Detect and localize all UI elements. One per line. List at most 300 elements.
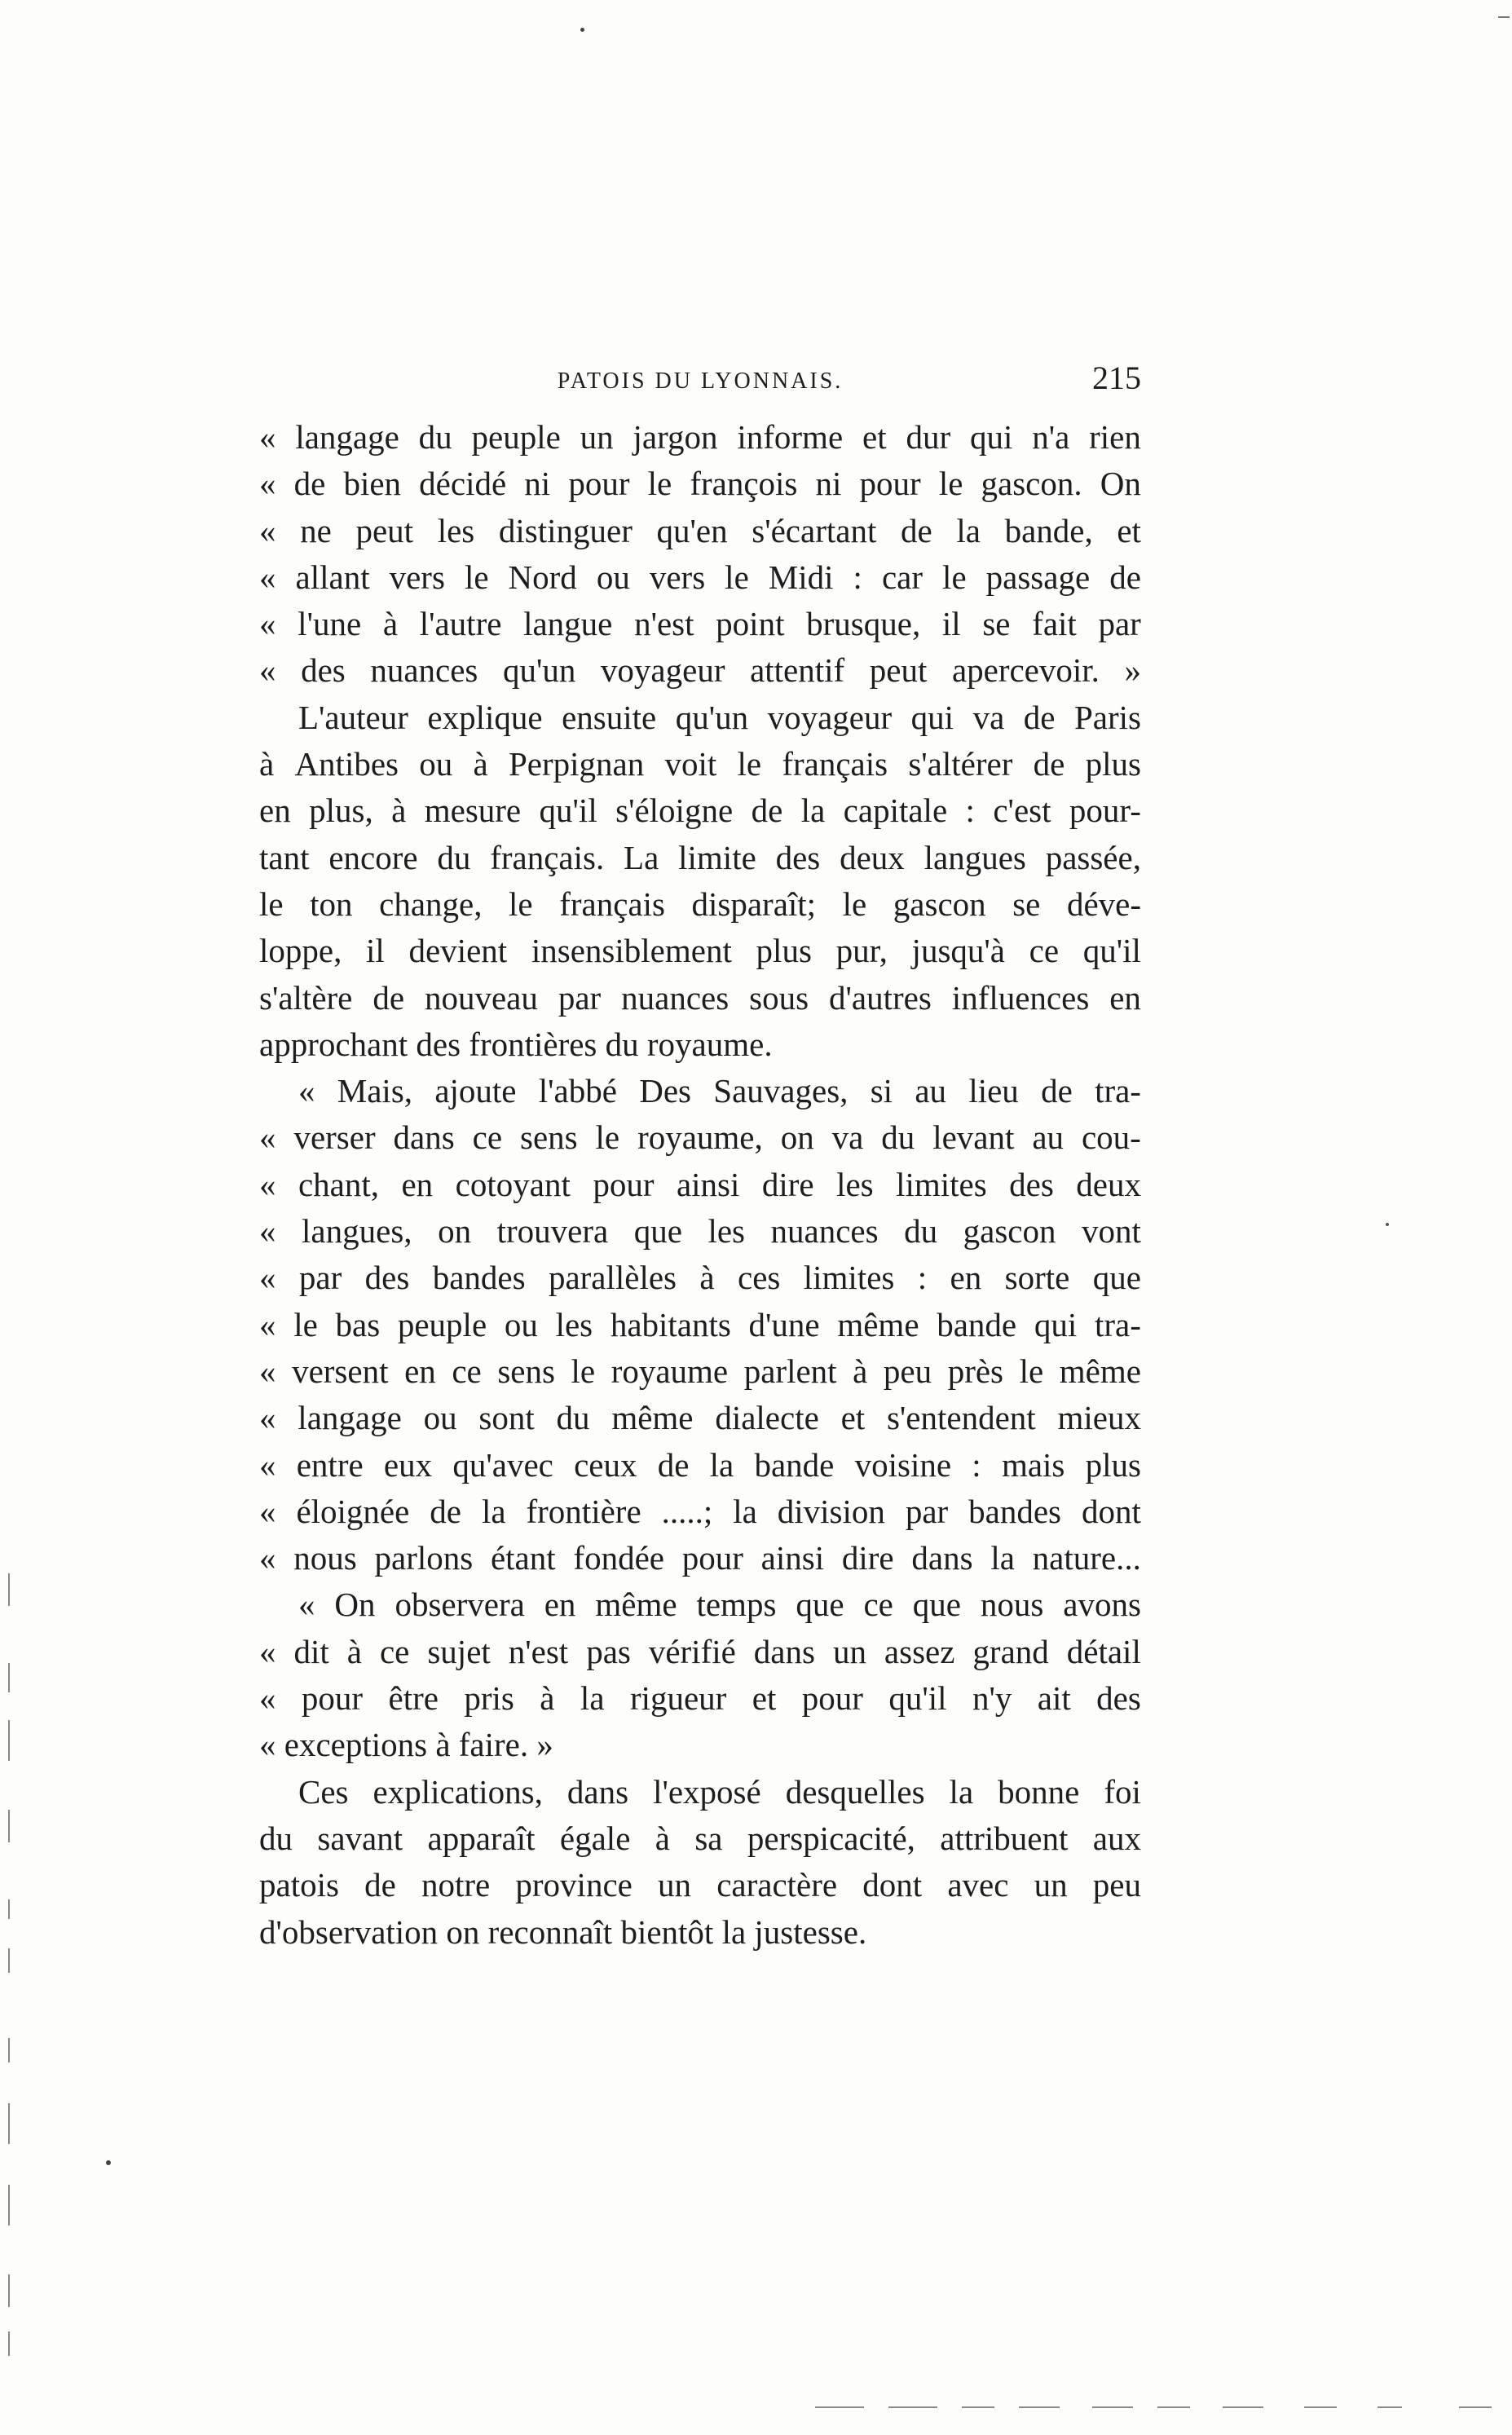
word: « [259,1445,276,1484]
word: la [949,1772,974,1811]
word: qu'il [888,1679,947,1718]
word: ce [452,1352,482,1390]
word: nuances [770,1212,879,1251]
word: Paris [1073,698,1141,736]
word: en [950,1259,982,1297]
word: être [388,1679,439,1718]
word: nuances [621,978,730,1017]
text-line [259,1395,1141,1441]
word: un [658,1866,692,1904]
word: encore [328,838,418,876]
word: à [699,1259,715,1297]
word: des [1009,1165,1054,1203]
word: du [556,1399,590,1437]
word: s'écartant [752,511,877,549]
word: on [780,1118,814,1157]
word: que [912,1586,961,1624]
word: qu'il [1082,932,1141,970]
word: plus [1085,745,1141,783]
word: le [942,558,967,596]
word: qu'un [675,698,749,736]
word: le [725,558,749,596]
text-line [259,1302,1141,1348]
word: va [972,698,1005,736]
text-line [259,1068,1141,1114]
word: français [559,884,665,923]
word: jusqu'à [911,932,1005,970]
word: ce [379,1632,410,1670]
word: deux [840,838,905,876]
word: voyageur [600,651,725,690]
text-line [259,1162,1141,1208]
word: ni [524,465,551,503]
word: « [259,418,276,456]
word: bonne [998,1772,1080,1811]
word: dit [293,1632,329,1670]
word: par [298,1259,342,1297]
word: « [298,1072,315,1110]
word: chant, [298,1165,380,1203]
word: apercevoir. [951,651,1100,690]
word: le [1019,1352,1044,1390]
word: la [800,792,826,830]
text-line [259,1862,1141,1908]
word: de [364,1866,396,1904]
word: Midi [768,558,834,596]
word: en [1109,978,1141,1017]
word: à [346,1632,362,1670]
word: la [990,1539,1015,1577]
text-line [259,1581,1141,1628]
word: bas [335,1305,381,1343]
word: voisine [854,1445,952,1484]
word: un [580,418,614,456]
word: on [438,1212,472,1251]
word: près [947,1352,1004,1390]
word: foi [1104,1772,1141,1811]
word: qu'il [539,792,597,830]
word: à [540,1679,555,1718]
text-line [259,787,1141,834]
word: langues, [302,1212,412,1251]
word: distinguer [498,511,633,549]
word: parallèles [548,1259,677,1297]
word: il [941,605,961,643]
word: et [840,1399,866,1437]
word: n'a [1032,418,1070,456]
body-text [259,414,1141,1956]
word: perspicacité, [747,1819,915,1857]
word: royaume [611,1352,729,1390]
text-line [259,741,1141,787]
word: levant [932,1118,1015,1157]
word: « [259,1492,276,1530]
word: langues [924,838,1026,876]
word: français [782,745,888,783]
word: avons [1063,1586,1141,1624]
word: nous [293,1539,357,1577]
word: à [382,605,399,643]
word: On [1100,465,1141,503]
word: royaume, [637,1118,763,1157]
word: cotoyant [455,1165,571,1203]
word: « [259,1305,276,1343]
word: « [259,558,276,596]
page-number: 215 [1092,360,1141,396]
word: d'une [748,1305,820,1343]
text-line [259,695,1141,741]
word: point [716,605,785,643]
word: dire [841,1539,894,1577]
word: il [366,932,385,970]
word: sujet [427,1632,491,1670]
word: limites [896,1165,987,1203]
word: même [611,1399,694,1437]
word: le [293,1305,318,1343]
word: vérifié [648,1632,736,1670]
word: langage [295,418,399,456]
word: n'y [972,1679,1012,1718]
word: de [751,792,783,830]
word: .....; [661,1492,713,1530]
word: de [293,465,326,503]
word: ne [300,511,332,549]
word: explique [427,698,543,736]
word: à [259,745,275,783]
word: des [364,1259,410,1297]
word: le [737,745,762,783]
text-line [259,1535,1141,1581]
word: le [938,465,963,503]
word: « [259,1259,276,1297]
word: de [657,1445,690,1484]
text-line [259,1815,1141,1862]
word: Ces [298,1772,349,1811]
word: gascon [963,1212,1056,1251]
word: fait [1032,605,1077,643]
word: se [1012,884,1041,923]
word: plus, [309,792,373,830]
word: trouvera [496,1212,609,1251]
word: « [259,1632,276,1670]
word: allant [295,558,370,596]
word: ajoute [434,1072,517,1110]
word: l'autre [419,605,502,643]
word: que [796,1586,844,1624]
word: éloignée [296,1492,410,1530]
word: « [259,1165,276,1203]
word: « [259,1352,276,1390]
word: françois [690,465,798,503]
word: déve- [1066,884,1141,923]
word: les [437,511,475,549]
word: se [982,605,1011,643]
word: ton [310,884,353,923]
word: détail [1066,1632,1141,1670]
word: des [301,651,346,690]
running-head: PATOIS DU LYONNAIS. [557,368,844,394]
word: dur [906,418,951,456]
word: s'éloigne [615,792,734,830]
word: explications, [372,1772,543,1811]
word: pur, [835,932,888,970]
word: fondée [573,1539,664,1577]
word: tra- [1095,1072,1141,1110]
word: de [1109,558,1141,596]
word: par [1098,605,1141,643]
word: passée, [1045,838,1141,876]
word: dans [393,1118,455,1157]
word: la [580,1679,605,1718]
word: Nord [508,558,577,596]
word: Mais, [337,1072,413,1110]
word: informe [737,418,844,456]
word: pour- [1069,792,1141,830]
word: si [870,1072,893,1110]
word: qu'un [502,651,576,690]
text-line [259,1909,1141,1956]
word: ces [738,1259,781,1297]
word: mais [1001,1445,1065,1484]
text-line [259,1769,1141,1815]
word: habitants [610,1305,731,1343]
word: pour [801,1679,863,1718]
word: le [647,465,672,503]
word: même [595,1586,677,1624]
text-line-content: approchant des frontières du royaume. [259,1025,773,1063]
word: vers [649,558,706,596]
word: français. [490,838,605,876]
word: nature... [1032,1539,1141,1577]
word: peuple [397,1305,487,1343]
word: et [752,1679,777,1718]
word: pour [681,1539,743,1577]
page-header [259,359,1141,408]
word: même [837,1305,919,1343]
word: langage [298,1399,402,1437]
word: « [259,511,276,549]
word: s'entendent [886,1399,1036,1437]
text-line [259,1255,1141,1301]
word: loppe, [259,932,342,970]
word: le [464,558,489,596]
word: qui [1034,1305,1078,1343]
word: nous [980,1586,1044,1624]
word: par [558,978,602,1017]
word: à [473,745,488,783]
word: rien [1089,418,1141,456]
word: vers [389,558,445,596]
word: notre [421,1866,491,1904]
word: Antibes [294,745,399,783]
word: des [1096,1679,1141,1718]
word: « [259,1399,276,1437]
word: : [853,558,862,596]
word: des [775,838,821,876]
word: L'auteur [298,698,408,736]
word: frontière [526,1492,641,1530]
word: » [1124,651,1141,690]
word: la [481,1492,506,1530]
word: de [1041,1072,1073,1110]
word: ceux [574,1445,637,1484]
word: aux [1092,1819,1141,1857]
word: plus [1085,1445,1141,1484]
word: bande, [1004,511,1093,549]
word: devient [408,932,508,970]
word: pour [859,465,921,503]
text-line [259,1208,1141,1255]
word: La [624,838,659,876]
word: en [259,792,291,830]
word: On [334,1586,376,1624]
word: dont [862,1866,923,1904]
word: en [401,1165,434,1203]
word: du [437,838,471,876]
word: bien [343,465,402,503]
word: nouveau [424,978,538,1017]
text-line [259,881,1141,928]
word: tant [259,838,310,876]
word: les [836,1165,874,1203]
word: sont [478,1399,535,1437]
word: du [259,1819,293,1857]
word: par [905,1492,949,1530]
word: qu'avec [452,1445,553,1484]
word: voit [664,745,717,783]
word: ce [1029,932,1060,970]
text-line [259,1348,1141,1395]
word: change, [379,884,483,923]
text-line [259,508,1141,554]
word: peut [355,511,414,549]
word: sous [749,978,809,1017]
word: influences [951,978,1090,1017]
word: pour [301,1679,364,1718]
text-line [259,601,1141,647]
text-line [259,554,1141,601]
word: temps [696,1586,777,1624]
word: limite [678,838,756,876]
word: le [571,1352,596,1390]
word: bandes [432,1259,526,1297]
word: sorte [1004,1259,1070,1297]
word: du [418,418,452,456]
word: c'est [993,792,1051,830]
word: à [853,1352,868,1390]
word: d'autres [829,978,932,1017]
word: ou [419,745,453,783]
word: le [509,884,533,923]
text-line [259,1675,1141,1722]
word: à [655,1819,670,1857]
word: versent [292,1352,389,1390]
word: dialecte [715,1399,819,1437]
word: cou- [1081,1118,1141,1157]
word: sens [519,1118,578,1157]
word: s'altère [259,978,353,1017]
word: dire [761,1165,814,1203]
word: qui [969,418,1013,456]
word: que [1092,1259,1141,1297]
word: entre [296,1445,364,1484]
word: desquelles [785,1772,925,1811]
word: ou [504,1305,538,1343]
word: « [259,465,276,503]
word: l'exposé [653,1772,761,1811]
word: Perpignan [508,745,645,783]
word: parlent [743,1352,837,1390]
word: un [832,1632,866,1670]
word: observera [395,1586,525,1624]
word: et [1117,511,1141,549]
word: eux [383,1445,433,1484]
word: pris [464,1679,514,1718]
word: pour [593,1165,655,1203]
word: bandes [968,1492,1062,1530]
text-line [259,975,1141,1021]
word: pour [568,465,630,503]
text-line [259,928,1141,974]
word: grand [972,1632,1049,1670]
word: sa [694,1819,723,1857]
word: un [1034,1866,1068,1904]
word: car [881,558,924,596]
text-line [259,461,1141,507]
word: ce [863,1586,893,1624]
word: tra- [1094,1305,1141,1343]
text-line [259,1489,1141,1535]
word: jargon [633,418,718,456]
word: le [842,884,867,923]
text-line [259,1114,1141,1161]
word: de [900,511,932,549]
word: ce [472,1118,503,1157]
text-line-content: « exceptions à faire. » [259,1726,553,1764]
word: ni [815,465,842,503]
word: rigueur [629,1679,727,1718]
word: n'est [508,1632,569,1670]
word: du [904,1212,938,1251]
word: passage [985,558,1091,596]
word: deux [1076,1165,1141,1203]
word: ait [1037,1679,1071,1718]
word: apparaît [427,1819,536,1857]
word: avec [947,1866,1009,1904]
word: l'une [298,605,362,643]
word: « [259,605,276,643]
text-line [259,647,1141,694]
word: s'altérer [908,745,1013,783]
word: la [733,1492,757,1530]
text-line [259,414,1141,461]
word: : [917,1259,928,1297]
word: voyageur [767,698,893,736]
word: lieu [968,1072,1019,1110]
word: les [708,1212,745,1251]
word: le [259,884,284,923]
word: dans [753,1632,815,1670]
word: sens [497,1352,555,1390]
word: en [544,1586,576,1624]
word: qu'en [656,511,728,549]
word: au [915,1072,947,1110]
word: attribuent [940,1819,1069,1857]
word: à [391,792,407,830]
word: du [881,1118,915,1157]
word: assez [884,1632,955,1670]
word: ou [596,558,630,596]
